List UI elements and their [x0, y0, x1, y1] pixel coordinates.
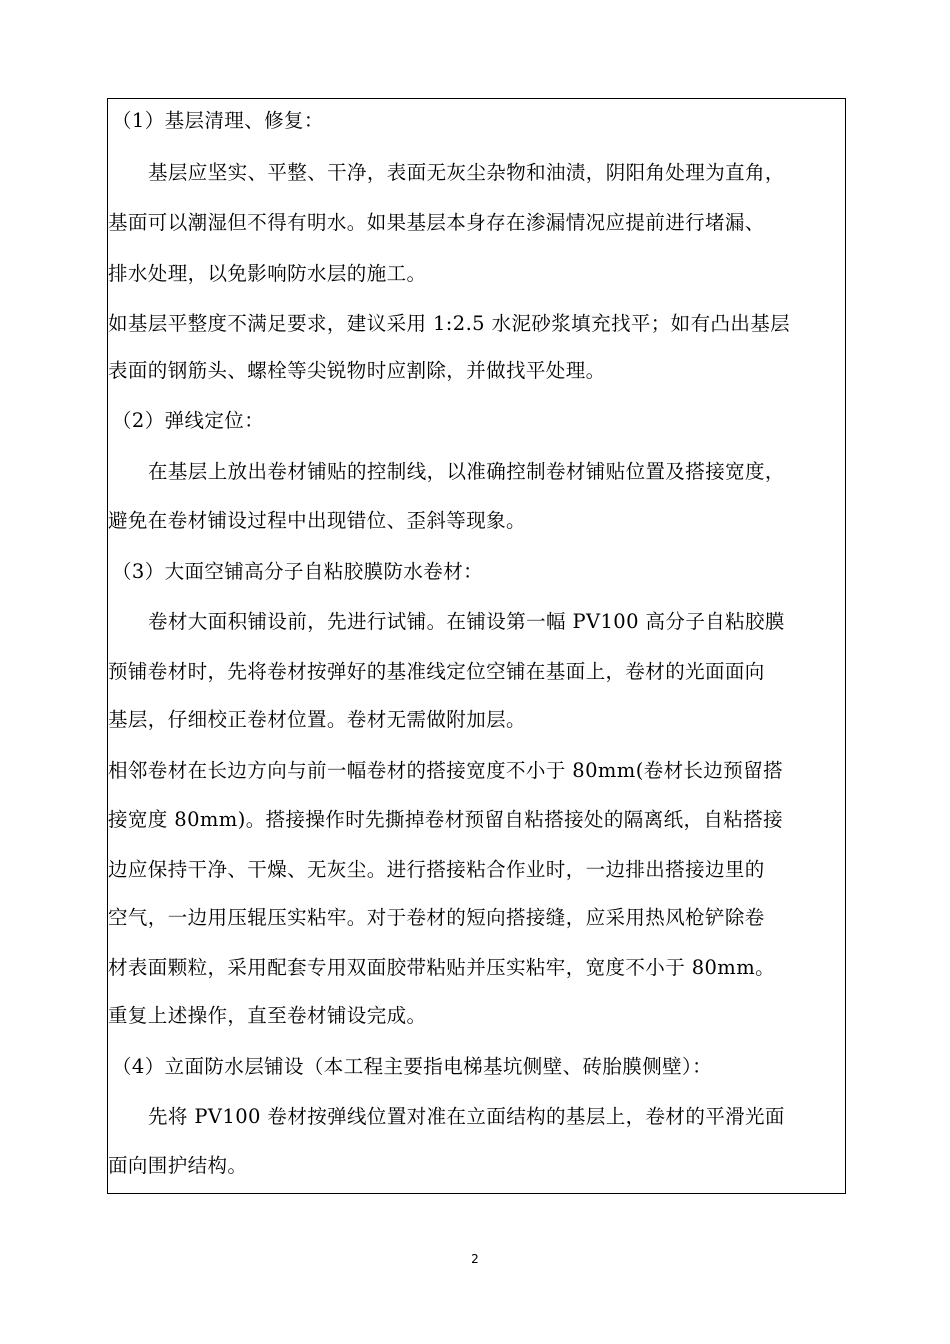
page-number: 2	[471, 1252, 479, 1266]
paragraph-line: 面向围护结构。	[108, 1154, 248, 1177]
paragraph-line: 如基层平整度不满足要求，建议采用 1:2.5 水泥砂浆填充找平；如有凸出基层	[108, 312, 791, 335]
paragraph-line: 边应保持干净、干燥、无灰尘。进行搭接粘合作业时，一边排出搭接边里的	[108, 858, 765, 881]
paragraph-line: 空气，一边用压辊压实粘牢。对于卷材的短向搭接缝，应采用热风枪铲除卷	[108, 906, 765, 929]
paragraph-line: 材表面颗粒，采用配套专用双面胶带粘贴并压实粘牢，宽度不小于 80mm。	[108, 956, 775, 979]
paragraph-line: 避免在卷材铺设过程中出现错位、歪斜等现象。	[108, 509, 526, 532]
paragraph-line: 重复上述操作，直至卷材铺设完成。	[108, 1004, 427, 1027]
paragraph-line: 基面可以潮湿但不得有明水。如果基层本身存在渗漏情况应提前进行堵漏、	[108, 211, 765, 234]
section-3-heading: （3）大面空铺高分子自粘胶膜防水卷材：	[112, 560, 484, 583]
paragraph-line: 基层，仔细校正卷材位置。卷材无需做附加层。	[108, 708, 526, 731]
section-4-heading: （4）立面防水层铺设（本工程主要指电梯基坑侧壁、砖胎膜侧壁）：	[112, 1055, 713, 1078]
paragraph-line: 相邻卷材在长边方向与前一幅卷材的搭接宽度不小于 80mm(卷材长边预留搭	[108, 759, 784, 782]
section-1-heading: （1）基层清理、修复：	[112, 109, 324, 132]
paragraph-line: 接宽度 80mm)。搭接操作时先撕掉卷材预留自粘搭接处的隔离纸，自粘搭接	[108, 808, 784, 831]
paragraph-line: 卷材大面积铺设前，先进行试铺。在铺设第一幅 PV100 高分子自粘胶膜	[148, 610, 785, 633]
paragraph-line: 基层应坚实、平整、干净，表面无灰尘杂物和油渍，阴阳角处理为直角，	[148, 161, 785, 184]
paragraph-line: 排水处理，以免影响防水层的施工。	[108, 262, 427, 285]
paragraph-line: 预铺卷材时，先将卷材按弹好的基准线定位空铺在基面上，卷材的光面面向	[108, 660, 765, 683]
paragraph-line: 表面的钢筋头、螺栓等尖锐物时应割除，并做找平处理。	[108, 359, 606, 382]
section-2-heading: （2）弹线定位：	[112, 409, 265, 432]
paragraph-line: 先将 PV100 卷材按弹线位置对准在立面结构的基层上，卷材的平滑光面	[148, 1105, 785, 1128]
paragraph-line: 在基层上放出卷材铺贴的控制线，以准确控制卷材铺贴位置及搭接宽度，	[148, 460, 785, 483]
